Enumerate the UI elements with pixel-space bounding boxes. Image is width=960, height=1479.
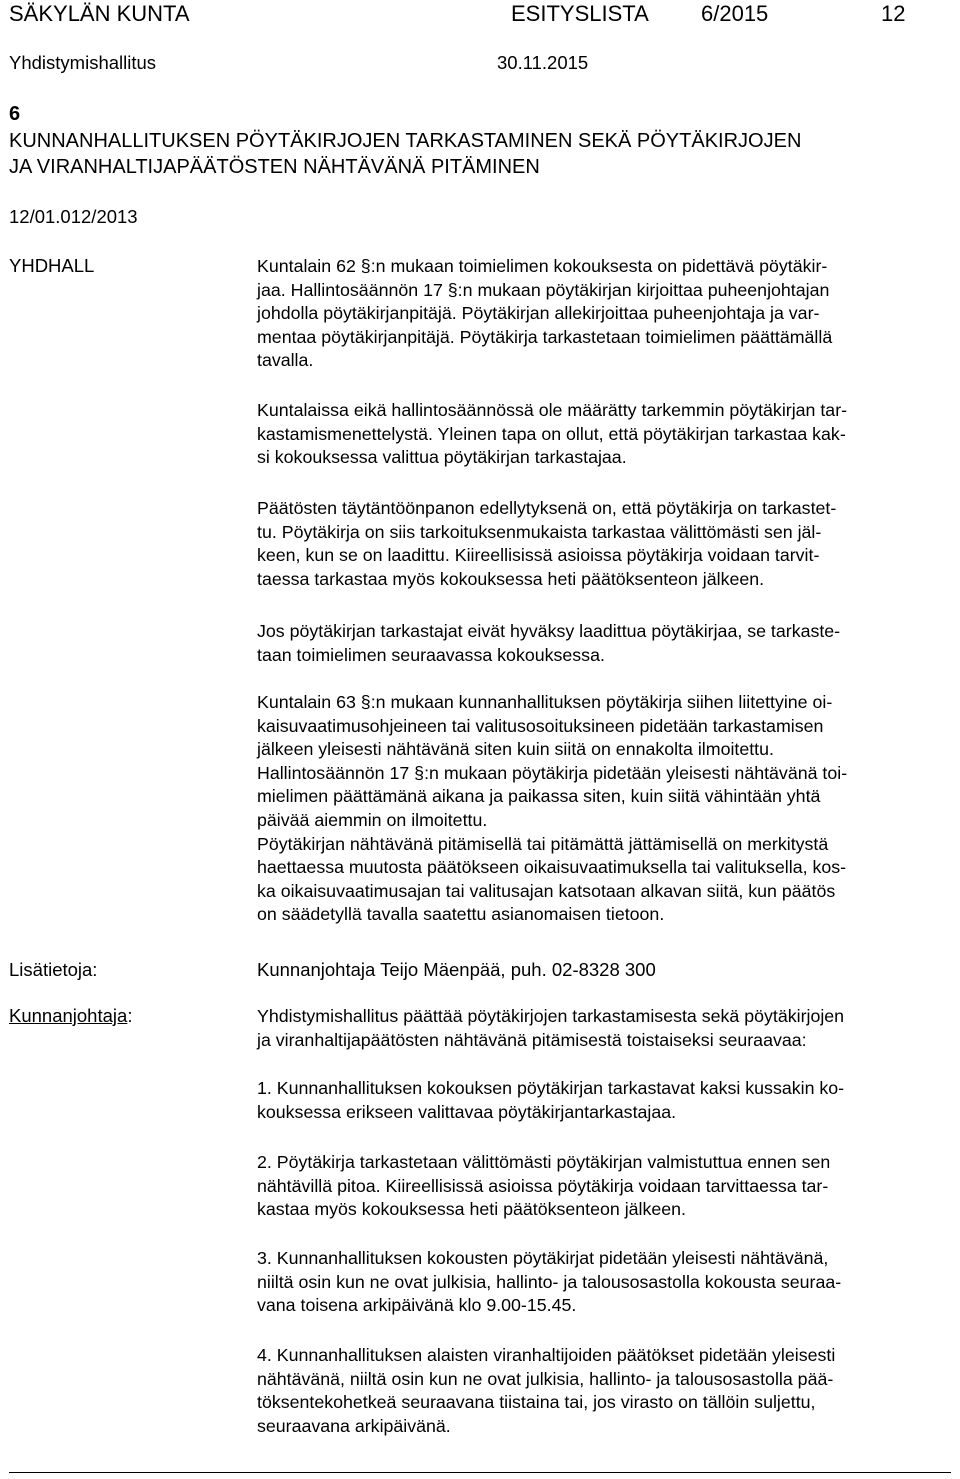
text-line: jälkeen yleisesti nähtävänä siten kuin siitä on ennakolta ilmoitettu. bbox=[257, 739, 774, 760]
paragraph-2 bbox=[257, 399, 847, 470]
text-line: tavalla. bbox=[257, 350, 314, 371]
text-line: nähtävänä, niiltä osin kun ne ovat julkisia, hallinto- ja talousosastolla pää- bbox=[257, 1368, 834, 1389]
section-number: 6 bbox=[9, 103, 21, 125]
text-line: töksentekohetkeä seuraavana tiistaina tai, jos virasto on tällöin suljettu, bbox=[257, 1392, 816, 1413]
text-line: Kuntalain 62 §:n mukaan toimielimen kokouksesta on pidettävä pöytäkir- bbox=[257, 256, 828, 276]
contact-info: Kunnanjohtaja Teijo Mäenpää, puh. 02-8328 300 bbox=[257, 959, 656, 980]
text-line: tu. Pöytäkirja on siis tarkoituksenmukaista tarkastaa välittömästi sen jäl- bbox=[257, 521, 822, 542]
paragraph-1 bbox=[257, 255, 832, 373]
text-line: kouksessa erikseen valittavaa pöytäkirjantarkastajaa. bbox=[257, 1101, 677, 1122]
text-line: kastaa myös kokouksessa heti päätöksenteon jälkeen. bbox=[257, 1199, 686, 1220]
kunnanjohtaja-label-colon: : bbox=[127, 1005, 133, 1026]
text-line: kastamismenettelystä. Yleinen tapa on ollut, että pöytäkirjan tarkastaa kak- bbox=[257, 423, 846, 444]
text-line: Hallintosäännön 17 §:n mukaan pöytäkirja pidetään yleisesti nähtävänä toi- bbox=[257, 762, 848, 783]
text-line: Kuntalain 63 §:n mukaan kunnanhallituksen pöytäkirja siihen liitettyine oi- bbox=[257, 692, 833, 712]
text-line: mentaa pöytäkirjanpitäjä. Pöytäkirja tarkastetaan toimielimen päättämällä bbox=[257, 326, 833, 347]
text-line: taessa tarkastaa myös kokouksessa heti päätöksenteon jälkeen. bbox=[257, 568, 765, 589]
text-line: ka oikaisuvaatimusajan tai valitusajan katsotaan alkavan siitä, kun päätös bbox=[257, 880, 836, 901]
header-org: SÄKYLÄN KUNTA bbox=[9, 1, 190, 26]
footer-divider bbox=[9, 1472, 951, 1473]
text-line: si kokouksessa valittua pöytäkirjan tarkastajaa. bbox=[257, 447, 627, 468]
text-line: päivää aiemmin on ilmoitettu. bbox=[257, 809, 488, 830]
text-line: vana toisena arkipäivänä klo 9.00-15.45. bbox=[257, 1295, 577, 1316]
text-line: haettaessa muutosta päätökseen oikaisuvaatimuksella tai valituksella, kos- bbox=[257, 857, 847, 878]
header-page-number: 12 bbox=[881, 1, 906, 26]
text-line: ja viranhaltijapäätösten nähtävänä pitämisestä toistaiseksi seuraavaa: bbox=[257, 1029, 807, 1050]
text-line: Jos pöytäkirjan tarkastajat eivät hyväksy laadittua pöytäkirjaa, se tarkaste- bbox=[257, 621, 841, 641]
proposal-item-3 bbox=[257, 1247, 841, 1318]
text-line: Yhdistymishallitus päättää pöytäkirjojen tarkastamisesta sekä pöytäkirjojen bbox=[257, 1006, 845, 1026]
text-line: seuraavana arkipäivänä. bbox=[257, 1415, 451, 1436]
text-line: jaa. Hallintosäännön 17 §:n mukaan pöytäkirjan kirjoittaa puheenjohtajan bbox=[257, 279, 830, 300]
kunnanjohtaja-label bbox=[9, 1004, 132, 1028]
text-line: kaisuvaatimusohjeineen tai valitusosoituksineen pidetään tarkastamisen bbox=[257, 715, 824, 736]
text-line: taan toimielimen seuraavassa kokouksessa. bbox=[257, 644, 605, 665]
header-date: 30.11.2015 bbox=[497, 52, 589, 73]
proposal-item-4 bbox=[257, 1344, 835, 1438]
text-line: 1. Kunnanhallituksen kokouksen pöytäkirjan tarkastavat kaksi kussakin ko- bbox=[257, 1078, 845, 1098]
text-line: johdolla pöytäkirjanpitäjä. Pöytäkirjan allekirjoittaa puheenjohtaja ja var- bbox=[257, 303, 820, 324]
text-line: 2. Pöytäkirja tarkastetaan välittömästi pöytäkirjan valmistuttua ennen sen bbox=[257, 1152, 831, 1172]
header-body: Yhdistymishallitus bbox=[9, 52, 157, 73]
paragraph-4 bbox=[257, 620, 840, 667]
text-line: mielimen päättämänä aikana ja paikassa siten, kuin siitä vähintään yhtä bbox=[257, 786, 821, 807]
text-line: niiltä osin kun ne ovat julkisia, hallinto- ja talousosastolla kokousta seuraa- bbox=[257, 1271, 842, 1292]
proposal-intro bbox=[257, 1005, 844, 1052]
proposal-item-2 bbox=[257, 1151, 830, 1222]
header-issue: 6/2015 bbox=[701, 1, 769, 26]
section-title-line-2: JA VIRANHALTIJAPÄÄTÖSTEN NÄHTÄVÄNÄ PITÄMINEN bbox=[9, 156, 540, 178]
text-line: Pöytäkirjan nähtävänä pitämisellä tai pitämättä jättämisellä on merkitystä bbox=[257, 833, 829, 854]
yhdhall-label: YHDHALL bbox=[9, 255, 95, 276]
header-doc-type: ESITYSLISTA bbox=[511, 1, 649, 26]
paragraph-3 bbox=[257, 497, 836, 591]
text-line: Päätösten täytäntöönpanon edellytyksenä on, että pöytäkirja on tarkastet- bbox=[257, 498, 837, 518]
text-line: nähtävillä pitoa. Kiireellisissä asioissa pöytäkirja voidaan tarvittaessa tar- bbox=[257, 1175, 829, 1196]
text-line: 4. Kunnanhallituksen alaisten viranhaltijoiden päätökset pidetään yleisesti bbox=[257, 1345, 836, 1365]
kunnanjohtaja-label-text: Kunnanjohtaja bbox=[9, 1005, 128, 1026]
text-line: 3. Kunnanhallituksen kokousten pöytäkirjat pidetään yleisesti nähtävänä, bbox=[257, 1248, 829, 1268]
section-title-line-1: KUNNANHALLITUKSEN PÖYTÄKIRJOJEN TARKASTAMINEN SEKÄ PÖYTÄKIRJOJEN bbox=[9, 130, 802, 152]
lisatietoja-label: Lisätietoja: bbox=[9, 959, 98, 980]
text-line: keen, kun se on laadittu. Kiireellisissä asioissa pöytäkirja voidaan tarvit- bbox=[257, 545, 820, 566]
case-id: 12/01.012/2013 bbox=[9, 206, 138, 227]
text-line: Kuntalaissa eikä hallintosäännössä ole määrätty tarkemmin pöytäkirjan tar- bbox=[257, 400, 848, 420]
proposal-item-1 bbox=[257, 1077, 844, 1124]
text-line: on säädetyllä tavalla saatettu asianomaisen tietoon. bbox=[257, 904, 665, 925]
paragraph-5 bbox=[257, 691, 847, 927]
